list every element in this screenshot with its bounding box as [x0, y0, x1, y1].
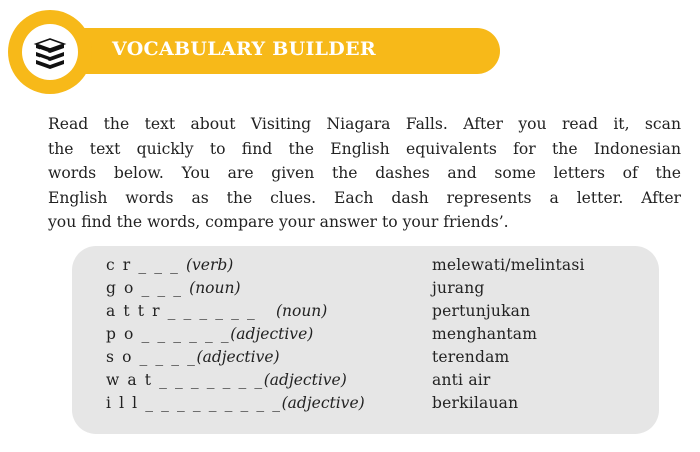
- instructions-line: Read the text about Visiting Niagara Falls. After you read it, scan: [48, 115, 681, 133]
- instructions-line: words below. You are given the dashes and some letters of the: [48, 164, 681, 182]
- indonesian-meaning: menghantam: [432, 325, 538, 343]
- instructions-paragraph: [48, 112, 681, 235]
- part-of-speech: (noun): [275, 302, 328, 320]
- vocabulary-row: [72, 348, 659, 370]
- word-clue: s o _ _ _ _: [106, 348, 197, 366]
- indonesian-meaning: berkilauan: [432, 394, 519, 412]
- word-clue: w a t _ _ _ _ _ _ _: [106, 371, 264, 389]
- word-clue: a t t r _ _ _ _ _ _: [106, 302, 257, 320]
- vocabulary-box: [72, 246, 659, 434]
- indonesian-meaning: anti air: [432, 371, 491, 389]
- indonesian-meaning: melewati/melintasi: [432, 256, 585, 274]
- section-title: VOCABULARY BUILDER: [112, 38, 376, 60]
- books-icon: [32, 34, 68, 70]
- word-clue: g o _ _ _: [106, 279, 183, 297]
- instructions-line: you find the words, compare your answer to your friends’.: [48, 213, 509, 231]
- vocabulary-row: [72, 256, 659, 278]
- part-of-speech: (verb): [185, 256, 234, 274]
- instructions-line: English words as the clues. Each dash represents a letter. After: [48, 188, 681, 207]
- word-clue: p o _ _ _ _ _ _: [106, 325, 231, 343]
- vocabulary-row: [72, 371, 659, 393]
- instructions-line: the text quickly to find the English equivalents for the Indonesian: [48, 139, 681, 158]
- part-of-speech: (noun): [189, 279, 241, 297]
- word-clue: c r _ _ _: [106, 256, 180, 274]
- banner-icon-badge: [8, 10, 92, 94]
- indonesian-meaning: terendam: [432, 348, 510, 366]
- vocabulary-row: [72, 325, 659, 347]
- word-clue: i l l _ _ _ _ _ _ _ _ _: [106, 394, 282, 412]
- vocabulary-row: [72, 302, 659, 324]
- part-of-speech: (adjective): [196, 348, 280, 366]
- indonesian-meaning: jurang: [432, 279, 485, 297]
- part-of-speech: (adjective): [281, 394, 365, 412]
- vocabulary-row: [72, 394, 659, 416]
- vocabulary-row: [72, 279, 659, 301]
- indonesian-meaning: pertunjukan: [432, 302, 531, 320]
- part-of-speech: (adjective): [263, 371, 347, 389]
- part-of-speech: (adjective): [230, 325, 314, 343]
